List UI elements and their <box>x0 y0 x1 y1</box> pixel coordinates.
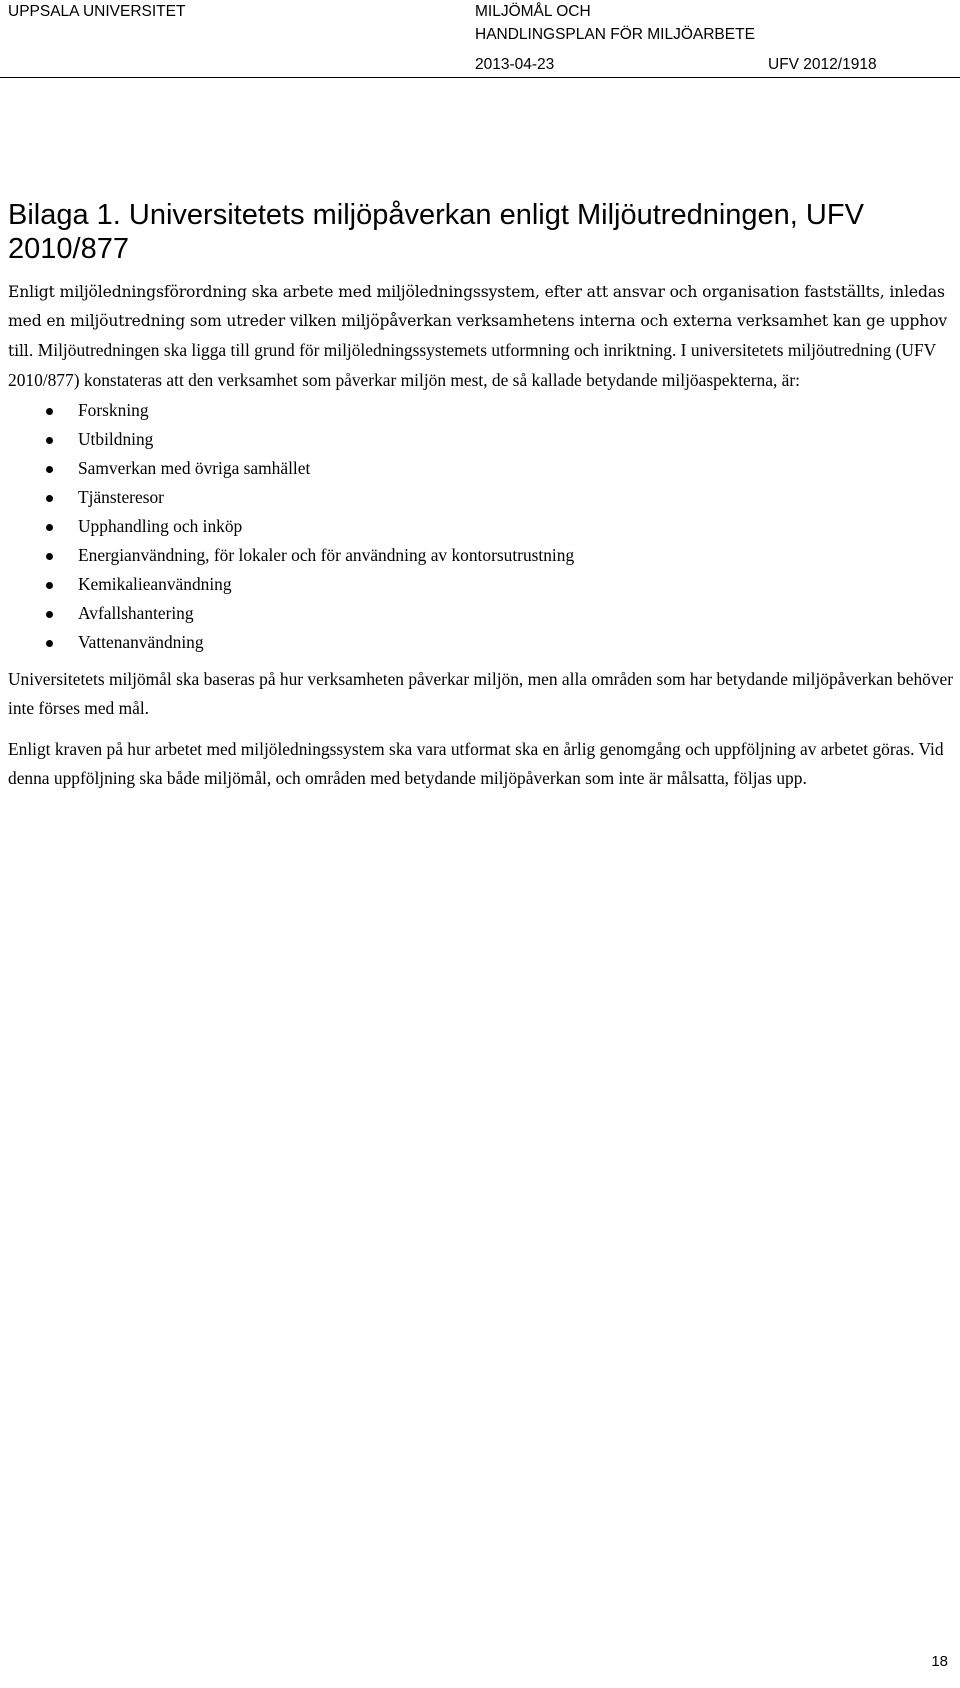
spacer <box>8 723 958 735</box>
document-title-line-1: MILJÖMÅL OCH <box>475 3 591 20</box>
list-item: Vattenanvändning <box>8 628 958 657</box>
list-item: Tjänsteresor <box>8 483 958 512</box>
list-item: Samverkan med övriga samhället <box>8 454 958 483</box>
list-item: Kemikalieanvändning <box>8 570 958 599</box>
document-date: 2013-04-23 <box>475 56 555 73</box>
intro-paragraph <box>8 278 958 396</box>
bullet-icon <box>46 437 53 444</box>
paragraph-environmental-goals: Universitetets miljömål ska baseras på hur verksamheten påverkar miljön, men alla områden som har betydande miljöpåverkan behöver inte förses med mål. <box>8 669 954 718</box>
bullet-icon <box>46 524 53 531</box>
university-name: UPPSALA UNIVERSITET <box>8 3 186 20</box>
header-divider <box>0 77 960 78</box>
list-item: Avfallshantering <box>8 599 958 628</box>
bullet-icon <box>46 408 53 415</box>
paragraph-follow-up: Enligt kraven på hur arbetet med miljöledningssystem ska vara utformat ska en årlig genomgång och uppföljning av arbetet göras. Vid denna uppföljning ska både miljömål, och områden med betydande miljöpåverkan som inte är målsatta, följas upp. <box>8 739 944 788</box>
section-heading: Bilaga 1. Universitetets miljöpåverkan enligt Miljöutredningen, UFV 2010/877 <box>8 199 864 265</box>
page-number: 18 <box>931 1653 948 1670</box>
document-title <box>475 0 755 46</box>
bullet-icon <box>46 466 53 473</box>
bullet-icon <box>46 495 53 502</box>
bullet-icon <box>46 640 53 647</box>
bullet-icon <box>46 582 53 589</box>
bullet-icon <box>46 611 53 618</box>
document-reference: UFV 2012/1918 <box>768 56 877 73</box>
list-item: Upphandling och inköp <box>8 512 958 541</box>
document-header <box>0 0 960 78</box>
list-item: Energianvändning, för lokaler och för användning av kontorsutrustning <box>8 541 958 570</box>
spacer <box>8 657 958 665</box>
document-title-line-2: HANDLINGSPLAN FÖR MILJÖARBETE <box>475 26 755 43</box>
page-content <box>8 198 958 793</box>
intro-text-part-2: Miljöutredningen ska ligga till grund för miljöledningssystemets utformning och inriktning. I universitetets miljöutredning (UFV 2010/877) konstateras att den verksamhet som påverkar miljön mest, de så kallade betydande miljöaspekterna, är: <box>8 340 936 390</box>
environmental-aspects-list <box>8 396 958 657</box>
intro-text-part-1: Enligt miljöledningsförordning ska arbete med miljöledningssystem, efter att ansvar och organisation fastställts, inledas med en miljöutredning som utreder vilken miljöpåverkan verksamhetens interna och externa verksamhet kan ge upphov till. <box>8 283 948 360</box>
bullet-icon <box>46 553 53 560</box>
list-item: Utbildning <box>8 425 958 454</box>
list-item: Forskning <box>8 396 958 425</box>
